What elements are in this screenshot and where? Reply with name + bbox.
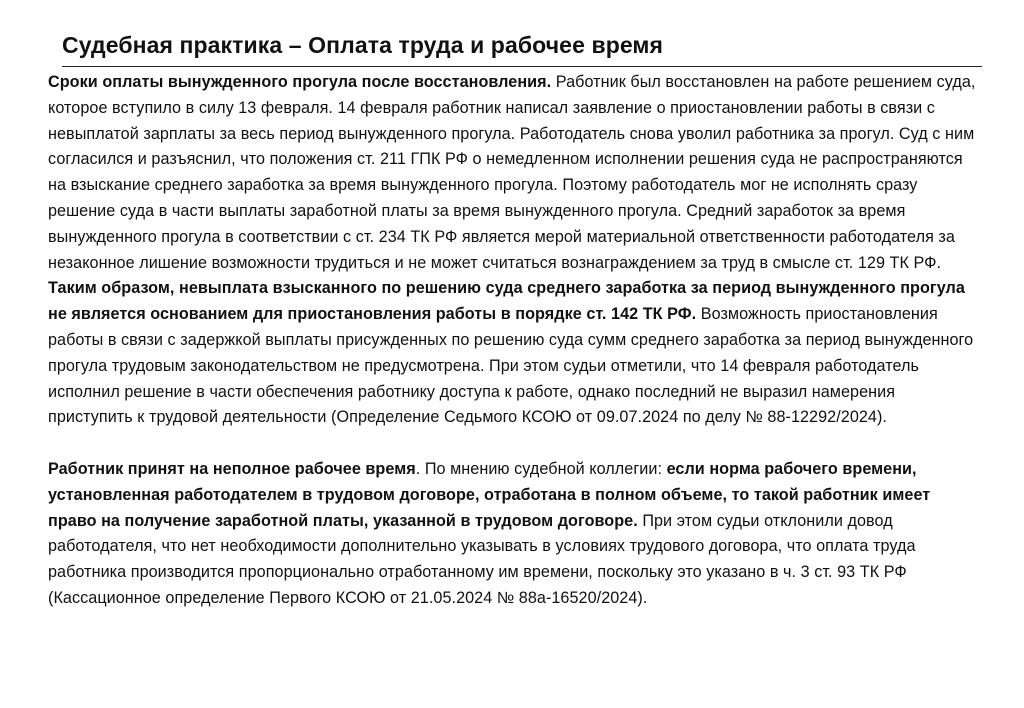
paragraph-heading: Сроки оплаты вынужденного прогула после восстановления. — [48, 73, 552, 91]
paragraph-text: При этом судьи отклонили довод работодателя, что нет необходимости дополнительно указывать в условиях трудового договора, что оплата труда работника производится пропорционально отработанному им времени, поскольку это указано в ч. 3 ст. 93 ТК РФ (Кассационное определение Первого КСОЮ от 21.05.2024 № 88а-16520/2024). — [48, 511, 916, 607]
slide-title: Судебная практика – Оплата труда и рабочее время — [62, 32, 664, 58]
paragraph-text: Возможность приостановления работы в связи с задержкой выплаты присужденных по решению суда сумм среднего заработка за период вынужденного прогула трудовым законодательством не предусмотрена. При этом судьи отметили, что 14 февраля работодатель исполнил решение в части обеспечения работнику доступа к работе, однако последний не выразил намерения приступить к трудовой деятельности (Определение Седьмого КСОЮ от 09.07.2024 по делу № 88-12292/2024). — [48, 305, 974, 427]
paragraph-text: Работник был восстановлен на работе решением суда, которое вступило в силу 13 февраля. 14 февраля работник написал заявление о приостановлении работы в связи с невыплатой зарплаты за весь период вынужденного прогула. Работодатель снова уволил работника за прогул. Суд с ним согласился и разъяснил, что положения ст. 211 ГПК РФ о немедленном исполнении решения суда не распространяются на взыскание среднего заработка за время вынужденного прогула. Поэтому работодатель мог не исполнять сразу решение суда в части выплаты заработной платы за время вынужденного прогула. Средний заработок за время вынужденного прогула в соответствии с ст. 234 ТК РФ является мерой материальной ответственности работодателя за незаконное лишение возможности трудиться и не может считаться вознаграждением за труд в смысле ст. 129 ТК РФ. — [48, 73, 976, 272]
title-divider — [62, 66, 982, 67]
paragraph-conclusion: если норма рабочего времени, установленная работодателем в трудовом договоре, отработана в полном объеме, то такой работник имеет право на получение заработной платы, указанной в трудовом договоре. — [48, 459, 931, 530]
paragraph-text: . По мнению судебной коллегии: — [415, 459, 667, 478]
paragraph-heading: Работник принят на неполное рабочее время — [48, 459, 416, 478]
paragraph-part-time-work — [48, 457, 978, 612]
paragraph-conclusion: Таким образом, невыплата взысканного по решению суда среднего заработка за период вынужденного прогула не является основанием для приостановления работы в порядке ст. 142 ТК РФ. — [48, 279, 965, 324]
paragraph-forced-absence-payment — [48, 70, 978, 431]
slide-body — [48, 70, 978, 612]
slide-header — [62, 30, 982, 75]
